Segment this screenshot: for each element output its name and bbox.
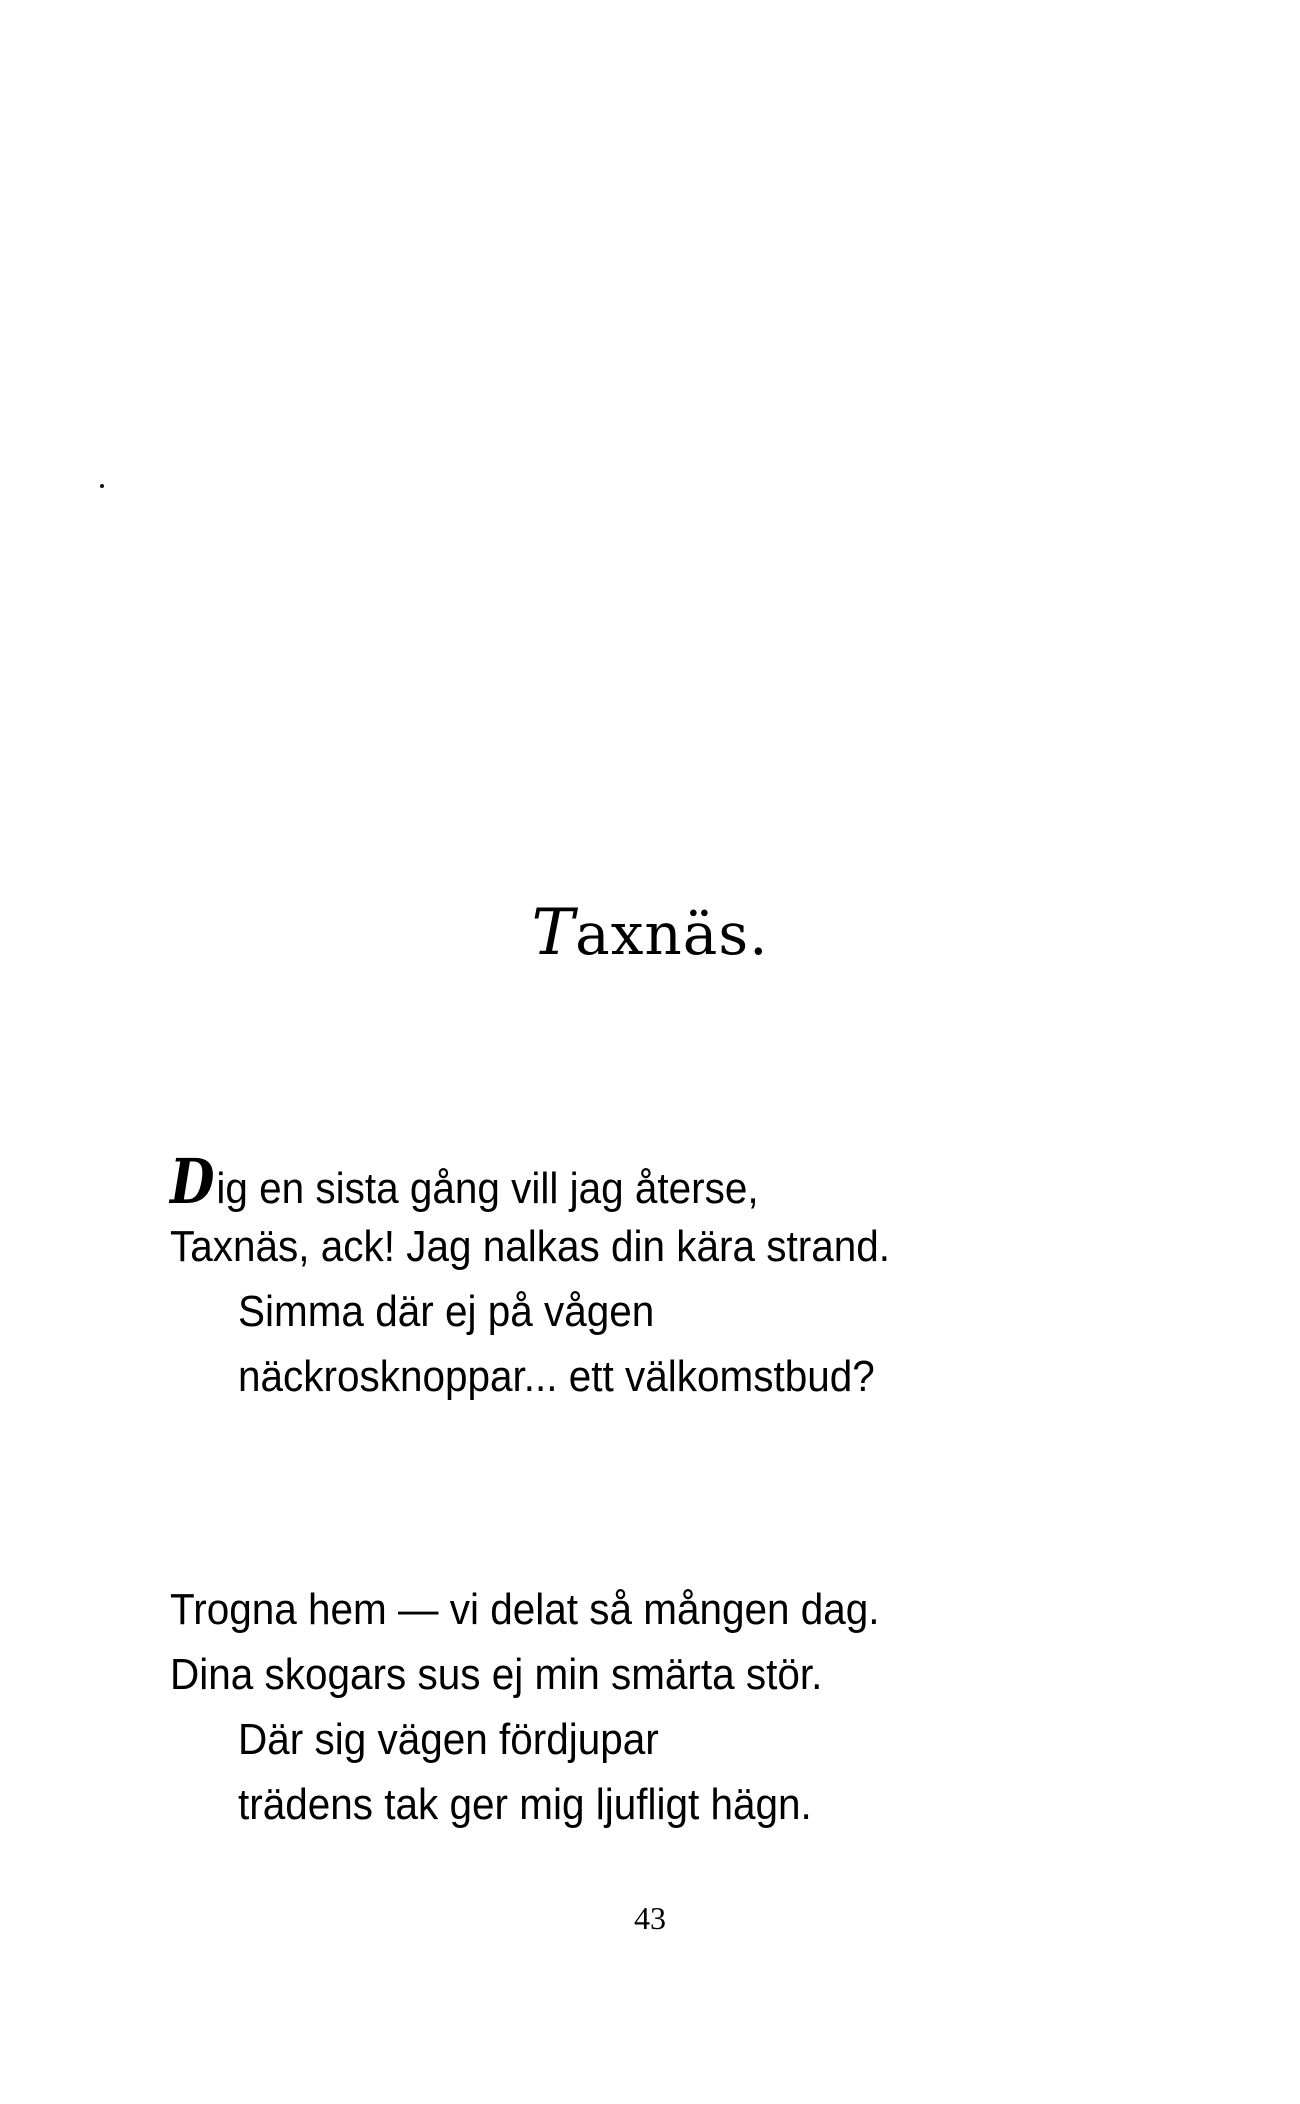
verse-line: Där sig vägen fördjupar xyxy=(238,1715,659,1764)
verse-line: Trogna hem — vi delat så mången dag. xyxy=(170,1585,880,1634)
verse-line: Simma där ej på vågen xyxy=(238,1287,655,1336)
poem-title: Taxnäs. xyxy=(531,896,769,970)
title-initial: T xyxy=(531,896,576,970)
ink-speck xyxy=(100,484,104,488)
verse-line: Dig en sista gång vill jag återse, xyxy=(170,1145,759,1218)
verse-line: trädens tak ger mig ljufligt hägn. xyxy=(238,1780,812,1829)
verse-line: Dina skogars sus ej min smärta stör. xyxy=(170,1650,823,1699)
verse-line: Taxnäs, ack! Jag nalkas din kära strand. xyxy=(170,1222,891,1271)
page-number: 43 xyxy=(634,1900,666,1936)
drop-cap: D xyxy=(170,1145,215,1218)
verse-line: näckrosknoppar... ett välkomstbud? xyxy=(238,1352,875,1401)
